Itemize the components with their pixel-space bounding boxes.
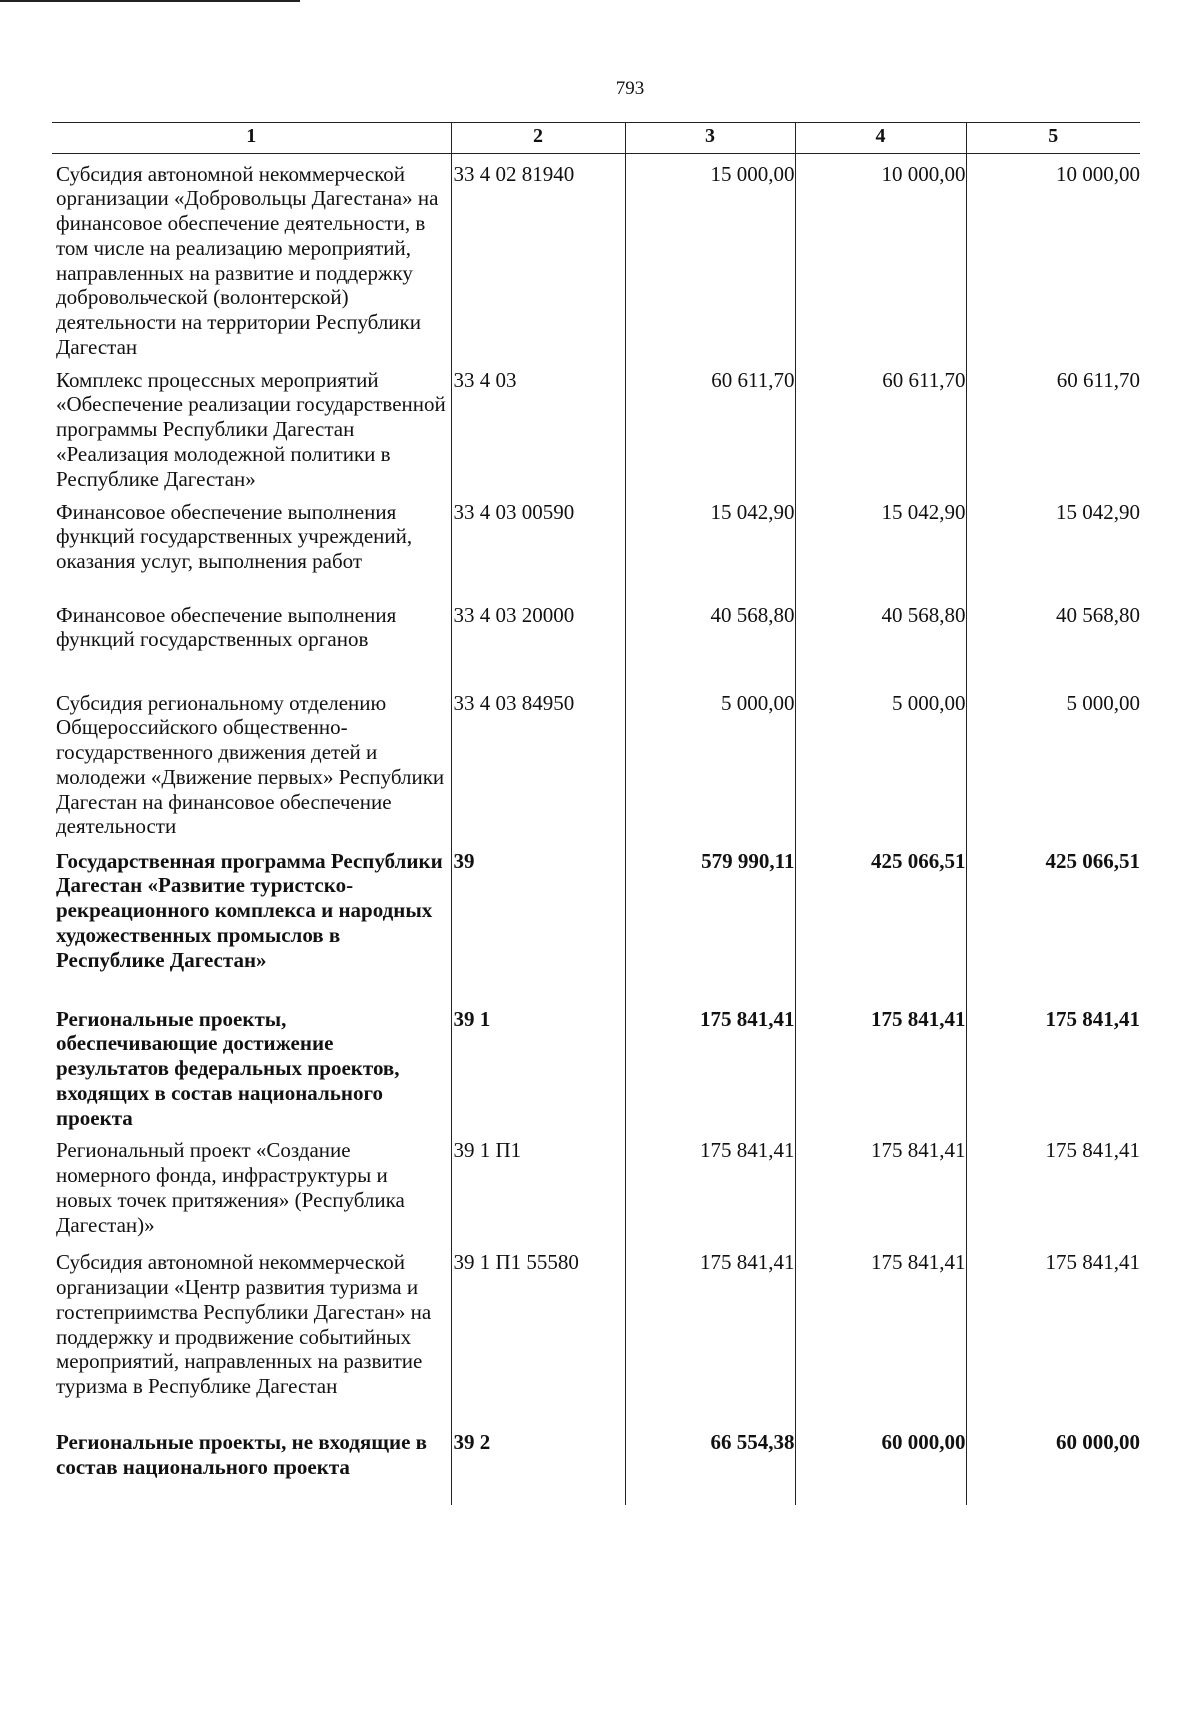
row-name: Государственная программа Республики Дагестан «Развитие туристско-рекреационного комплекса и народных художественных промыслов в Республике Дагестан» — [56, 848, 443, 972]
row-value-4: 60 611,70 — [795, 360, 966, 492]
row-value-5: 60 611,70 — [966, 360, 1140, 492]
row-value-5: 60 000,00 — [966, 1422, 1140, 1505]
row-value-4: 425 066,51 — [795, 841, 966, 999]
top-rule — [0, 0, 300, 2]
row-name: Финансовое обеспечение выполнения функций государственных учреждений, оказания услуг, выполнения работ — [56, 499, 413, 574]
row-value-4: 15 042,90 — [795, 492, 966, 595]
row-value-3: 175 841,41 — [625, 1242, 795, 1422]
table-row — [52, 1242, 1140, 1422]
table-row — [52, 360, 1140, 492]
row-name: Региональный проект «Создание номерного фонда, инфраструктуры и новых точек притяжения» (Республика Дагестан)» — [56, 1138, 405, 1237]
header-col-2: 2 — [451, 123, 625, 154]
row-value-4: 40 568,80 — [795, 595, 966, 683]
table-row — [52, 1130, 1140, 1242]
row-value-5: 40 568,80 — [966, 595, 1140, 683]
row-value-4: 175 841,41 — [795, 1242, 966, 1422]
row-code: 33 4 03 — [451, 360, 625, 492]
budget-table — [52, 122, 1140, 1505]
table-row — [52, 1422, 1140, 1505]
header-col-5: 5 — [966, 123, 1140, 154]
row-value-3: 66 554,38 — [625, 1422, 795, 1505]
row-value-3: 579 990,11 — [625, 841, 795, 999]
row-name: Региональные проекты, обеспечивающие достижение результатов федеральных проектов, входящих в состав национального проекта — [56, 1006, 400, 1130]
row-code: 39 1 П1 55580 — [451, 1242, 625, 1422]
row-value-3: 175 841,41 — [625, 999, 795, 1131]
row-value-3: 175 841,41 — [625, 1130, 795, 1242]
row-name: Субсидия автономной некоммерческой организации «Добровольцы Дагестана» на финансовое обеспечение деятельности, в том числе на реализацию мероприятий, направленных на развитие и поддержку добровольческой (волонтерской) деятельности на территории Республики Дагестан — [56, 161, 439, 359]
row-value-5: 10 000,00 — [966, 153, 1140, 360]
table-row — [52, 595, 1140, 683]
row-name: Региональные проекты, не входящие в состав национального проекта — [56, 1430, 427, 1480]
row-code: 33 4 02 81940 — [451, 153, 625, 360]
table-row — [52, 153, 1140, 360]
row-code: 33 4 03 00590 — [451, 492, 625, 595]
row-value-5: 175 841,41 — [966, 1242, 1140, 1422]
row-value-4: 175 841,41 — [795, 999, 966, 1131]
row-value-3: 5 000,00 — [625, 683, 795, 841]
table-row — [52, 841, 1140, 999]
header-col-4: 4 — [795, 123, 966, 154]
header-col-3: 3 — [625, 123, 795, 154]
header-row — [52, 123, 1140, 154]
row-value-5: 175 841,41 — [966, 1130, 1140, 1242]
row-value-3: 15 042,90 — [625, 492, 795, 595]
row-name: Субсидия региональному отделению Общероссийского общественно-государственного движения детей и молодежи «Движение первых» Республики Дагестан на финансовое обеспечение деятельности — [56, 690, 445, 839]
table-row — [52, 492, 1140, 595]
row-code: 39 1 П1 — [451, 1130, 625, 1242]
row-name: Комплекс процессных мероприятий «Обеспечение реализации государственной программы Республики Дагестан «Реализация молодежной политики в Республике Дагестан» — [56, 367, 446, 491]
row-code: 39 1 — [451, 999, 625, 1131]
row-value-4: 10 000,00 — [795, 153, 966, 360]
row-name: Субсидия автономной некоммерческой организации «Центр развития туризма и гостеприимства Республики Дагестан» на поддержку и продвижение событийных мероприятий, направленных на развитие туризма в Республике Дагестан — [56, 1250, 432, 1399]
row-value-5: 15 042,90 — [966, 492, 1140, 595]
row-value-5: 5 000,00 — [966, 683, 1140, 841]
header-col-1: 1 — [52, 123, 451, 154]
row-value-3: 60 611,70 — [625, 360, 795, 492]
table-row — [52, 999, 1140, 1131]
row-code: 33 4 03 84950 — [451, 683, 625, 841]
page-number: 793 — [615, 78, 645, 99]
table-row — [52, 683, 1140, 841]
row-value-3: 40 568,80 — [625, 595, 795, 683]
row-value-5: 425 066,51 — [966, 841, 1140, 999]
row-value-4: 5 000,00 — [795, 683, 966, 841]
row-code: 39 2 — [451, 1422, 625, 1505]
row-value-4: 60 000,00 — [795, 1422, 966, 1505]
row-value-5: 175 841,41 — [966, 999, 1140, 1131]
row-code: 39 — [451, 841, 625, 999]
row-value-3: 15 000,00 — [625, 153, 795, 360]
row-name: Финансовое обеспечение выполнения функций государственных органов — [56, 602, 397, 652]
row-value-4: 175 841,41 — [795, 1130, 966, 1242]
row-code: 33 4 03 20000 — [451, 595, 625, 683]
